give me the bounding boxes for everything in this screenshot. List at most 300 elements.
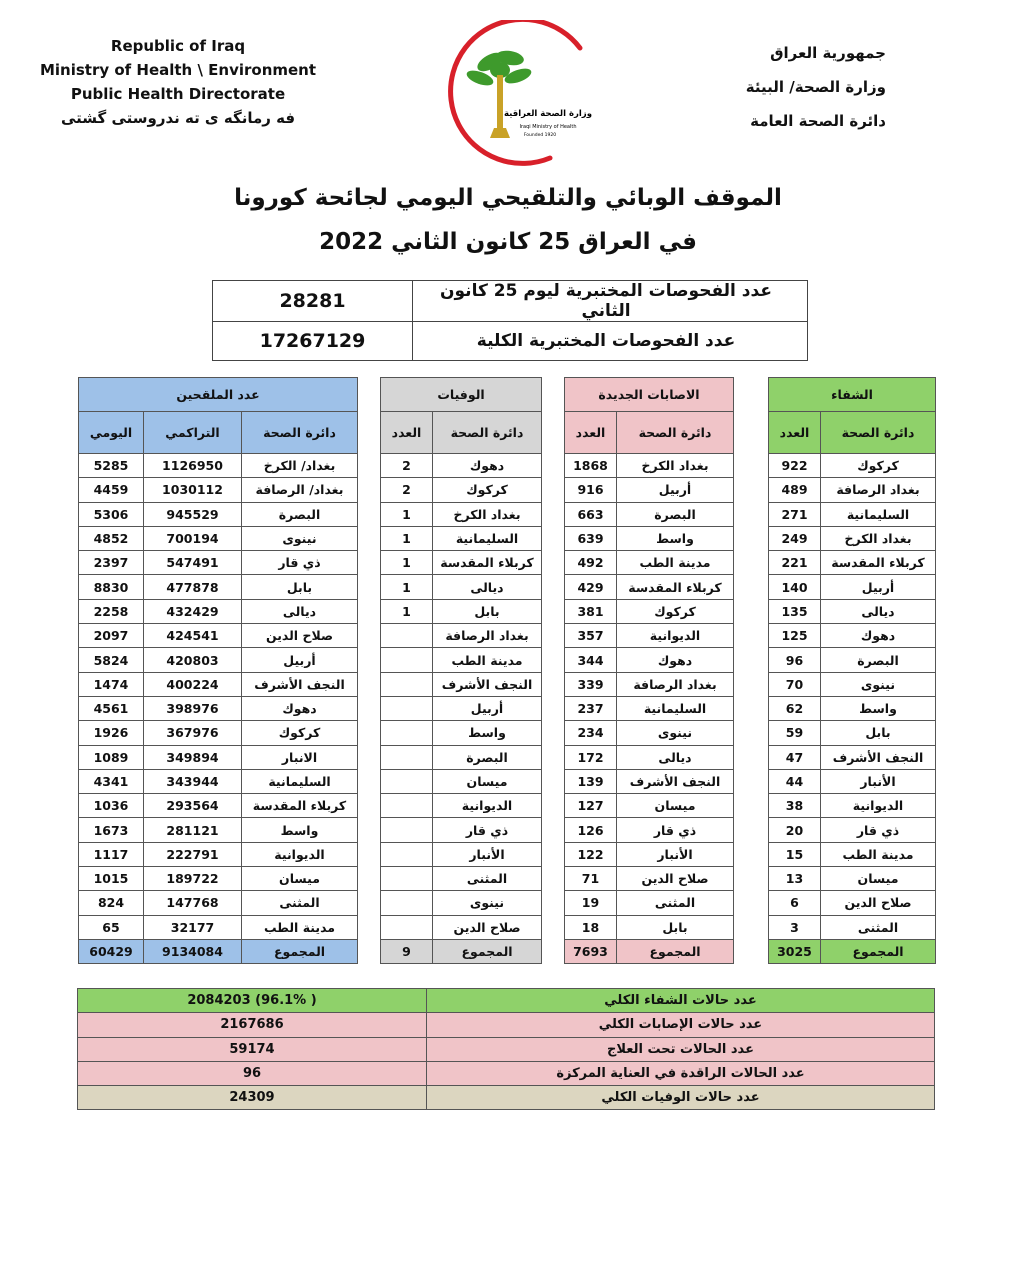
vaccinated-total-row — [79, 939, 358, 963]
deaths-count — [381, 891, 433, 915]
summary-value: 96 — [78, 1061, 427, 1085]
table-row — [769, 575, 936, 599]
table-row — [79, 454, 358, 478]
recovered-count: 38 — [769, 794, 821, 818]
recovered-dept: نينوى — [821, 672, 936, 696]
vaccinated-daily: 65 — [79, 915, 144, 939]
deaths-total-row — [381, 939, 542, 963]
new-cases-count: 492 — [565, 551, 617, 575]
new-cases-header-row — [565, 412, 734, 454]
vaccinated-cumulative: 420803 — [144, 648, 242, 672]
summary-label: عدد الحالات الراقدة في العناية المركزة — [427, 1061, 935, 1085]
summary-value: 24309 — [78, 1086, 427, 1110]
vaccinated-daily: 2397 — [79, 551, 144, 575]
deaths-count: 1 — [381, 502, 433, 526]
summary-row — [78, 989, 935, 1013]
vaccinated-cumulative: 700194 — [144, 526, 242, 550]
recovered-count: 140 — [769, 575, 821, 599]
daily-tests-value: 28281 — [213, 281, 413, 322]
deaths-count: 2 — [381, 454, 433, 478]
summary-row — [78, 1013, 935, 1037]
table-row — [381, 818, 542, 842]
header-ar-line: دائرة الصحة العامة — [750, 112, 886, 130]
table-row — [79, 867, 358, 891]
vaccinated-cumulative: 400224 — [144, 672, 242, 696]
summary-label: عدد الحالات تحت العلاج — [427, 1037, 935, 1061]
header-ar-line: وزارة الصحة/ البيئة — [745, 78, 886, 96]
new-cases-dept: نينوى — [617, 721, 734, 745]
table-row — [79, 575, 358, 599]
new-cases-count: 122 — [565, 842, 617, 866]
summary-row — [78, 1037, 935, 1061]
vaccinated-col-dept: دائرة الصحة — [242, 412, 358, 454]
header-en-line: Ministry of Health \ Environment — [39, 61, 317, 79]
vaccinated-daily: 1036 — [79, 794, 144, 818]
table-row — [79, 551, 358, 575]
table-row — [79, 794, 358, 818]
vaccinated-cumulative: 367976 — [144, 721, 242, 745]
vaccinated-cumulative: 281121 — [144, 818, 242, 842]
vaccinated-daily: 2258 — [79, 599, 144, 623]
table-row — [769, 818, 936, 842]
deaths-count — [381, 842, 433, 866]
new-cases-col-dept: دائرة الصحة — [617, 412, 734, 454]
new-cases-table — [564, 377, 734, 964]
summary-row — [78, 1086, 935, 1110]
vaccinated-dept: المثنى — [242, 891, 358, 915]
vaccinated-daily: 5824 — [79, 648, 144, 672]
table-row — [565, 599, 734, 623]
recovered-dept: واسط — [821, 696, 936, 720]
deaths-dept: مدينة الطب — [433, 648, 542, 672]
recovered-dept: البصرة — [821, 648, 936, 672]
summary-label: عدد حالات الوفيات الكلي — [427, 1086, 935, 1110]
new-cases-dept: صلاح الدين — [617, 867, 734, 891]
new-cases-dept: واسط — [617, 526, 734, 550]
recovered-count: 6 — [769, 891, 821, 915]
new-cases-count: 127 — [565, 794, 617, 818]
vaccinated-daily: 5306 — [79, 502, 144, 526]
vaccinated-dept: نينوى — [242, 526, 358, 550]
recovered-count: 922 — [769, 454, 821, 478]
deaths-dept: كركوك — [433, 478, 542, 502]
recovered-count: 125 — [769, 624, 821, 648]
table-row — [769, 867, 936, 891]
new-cases-dept: بابل — [617, 915, 734, 939]
title-line-1: الموقف الوبائي والتلقيحي اليومي لجائحة كورونا — [234, 185, 782, 211]
deaths-dept: المثنى — [433, 867, 542, 891]
vaccinated-daily: 1474 — [79, 672, 144, 696]
vaccinated-cumulative: 147768 — [144, 891, 242, 915]
vaccinated-daily: 824 — [79, 891, 144, 915]
recovered-dept: كربلاء المقدسة — [821, 551, 936, 575]
deaths-count — [381, 867, 433, 891]
table-row — [565, 672, 734, 696]
table-row — [769, 624, 936, 648]
deaths-dept: ميسان — [433, 769, 542, 793]
table-row — [79, 915, 358, 939]
table-row — [381, 648, 542, 672]
deaths-count: 1 — [381, 575, 433, 599]
recovered-count: 271 — [769, 502, 821, 526]
deaths-dept: ذي قار — [433, 818, 542, 842]
table-row — [565, 696, 734, 720]
table-row — [565, 891, 734, 915]
table-row — [769, 842, 936, 866]
deaths-dept: بغداد الرصافة — [433, 624, 542, 648]
deaths-count: 1 — [381, 551, 433, 575]
summary-value: 2167686 — [78, 1013, 427, 1037]
table-row — [381, 867, 542, 891]
table-row — [381, 599, 542, 623]
vaccinated-daily: 8830 — [79, 575, 144, 599]
vaccinated-dept: ذي قار — [242, 551, 358, 575]
recovered-title-row — [769, 378, 936, 412]
vaccinated-dept: البصرة — [242, 502, 358, 526]
new-cases-count: 339 — [565, 672, 617, 696]
table-row — [381, 769, 542, 793]
new-cases-dept: كركوك — [617, 599, 734, 623]
recovered-count: 70 — [769, 672, 821, 696]
recovered-dept: صلاح الدين — [821, 891, 936, 915]
recovered-count: 15 — [769, 842, 821, 866]
new-cases-total-label: المجموع — [617, 939, 734, 963]
deaths-col-count: العدد — [381, 412, 433, 454]
deaths-dept: صلاح الدين — [433, 915, 542, 939]
vaccinated-dept: واسط — [242, 818, 358, 842]
table-row — [565, 769, 734, 793]
vaccinated-dept: دهوك — [242, 696, 358, 720]
table-row — [565, 478, 734, 502]
table-row — [381, 624, 542, 648]
recovered-dept: السليمانية — [821, 502, 936, 526]
table-row — [381, 915, 542, 939]
vaccinated-daily: 4561 — [79, 696, 144, 720]
new-cases-count: 1868 — [565, 454, 617, 478]
vaccinated-dept: النجف الأشرف — [242, 672, 358, 696]
deaths-table — [380, 377, 542, 964]
deaths-title-row — [381, 378, 542, 412]
logo-subtext: Iraqi Ministry of Health — [519, 124, 577, 130]
recovered-dept: ذي قار — [821, 818, 936, 842]
deaths-dept: دهوك — [433, 454, 542, 478]
new-cases-count: 429 — [565, 575, 617, 599]
table-row — [79, 478, 358, 502]
recovered-dept: المثنى — [821, 915, 936, 939]
recovered-dept: بغداد الكرخ — [821, 526, 936, 550]
table-row — [565, 551, 734, 575]
table-row — [769, 526, 936, 550]
deaths-count — [381, 745, 433, 769]
vaccinated-col-daily: اليومي — [79, 412, 144, 454]
table-row — [381, 526, 542, 550]
new-cases-count: 18 — [565, 915, 617, 939]
header-en-line: Republic of Iraq — [110, 37, 246, 55]
recovered-count: 249 — [769, 526, 821, 550]
recovered-count: 13 — [769, 867, 821, 891]
table-row — [381, 478, 542, 502]
vaccinated-daily: 1926 — [79, 721, 144, 745]
table-row — [381, 891, 542, 915]
recovered-dept: النجف الأشرف — [821, 745, 936, 769]
new-cases-count: 234 — [565, 721, 617, 745]
table-row — [381, 842, 542, 866]
new-cases-count: 381 — [565, 599, 617, 623]
lab-tests-table — [212, 280, 808, 361]
deaths-total-value: 9 — [381, 939, 433, 963]
deaths-dept: الديوانية — [433, 794, 542, 818]
table-row — [79, 818, 358, 842]
deaths-dept: ديالى — [433, 575, 542, 599]
new-cases-dept: مدينة الطب — [617, 551, 734, 575]
deaths-total-label: المجموع — [433, 939, 542, 963]
vaccinated-cumulative: 945529 — [144, 502, 242, 526]
deaths-dept: البصرة — [433, 745, 542, 769]
recovered-total-value: 3025 — [769, 939, 821, 963]
recovered-dept: دهوك — [821, 624, 936, 648]
new-cases-dept: السليمانية — [617, 696, 734, 720]
new-cases-count: 357 — [565, 624, 617, 648]
recovered-dept: الأنبار — [821, 769, 936, 793]
recovered-table — [768, 377, 936, 964]
table-row — [79, 599, 358, 623]
recovered-count: 62 — [769, 696, 821, 720]
table-row — [769, 769, 936, 793]
new-cases-dept: ذي قار — [617, 818, 734, 842]
table-row — [565, 526, 734, 550]
table-row — [381, 794, 542, 818]
new-cases-total-row — [565, 939, 734, 963]
deaths-dept: النجف الأشرف — [433, 672, 542, 696]
vaccinated-cumulative: 424541 — [144, 624, 242, 648]
recovered-dept: أربيل — [821, 575, 936, 599]
recovered-count: 135 — [769, 599, 821, 623]
vaccinated-cumulative: 293564 — [144, 794, 242, 818]
new-cases-title: الاصابات الجديدة — [565, 378, 734, 412]
table-row — [79, 745, 358, 769]
recovered-dept: ميسان — [821, 867, 936, 891]
vaccinated-dept: صلاح الدين — [242, 624, 358, 648]
deaths-count — [381, 672, 433, 696]
daily-tests-label: عدد الفحوصات المختبرية ليوم 25 كانون الثاني — [413, 281, 808, 322]
vaccinated-daily: 5285 — [79, 454, 144, 478]
table-row — [565, 624, 734, 648]
table-row — [79, 502, 358, 526]
vaccinated-dept: الانبار — [242, 745, 358, 769]
deaths-count — [381, 915, 433, 939]
vaccinated-dept: كربلاء المقدسة — [242, 794, 358, 818]
recovered-header-row — [769, 412, 936, 454]
deaths-count — [381, 624, 433, 648]
header-ar-line: جمهورية العراق — [770, 44, 886, 62]
new-cases-dept: النجف الأشرف — [617, 769, 734, 793]
vaccinated-cumulative: 349894 — [144, 745, 242, 769]
table-row — [381, 672, 542, 696]
table-row — [769, 721, 936, 745]
vaccinated-table — [78, 377, 358, 964]
deaths-count: 1 — [381, 599, 433, 623]
summary-label: عدد حالات الإصابات الكلي — [427, 1013, 935, 1037]
vaccinated-title-row — [79, 378, 358, 412]
deaths-count — [381, 818, 433, 842]
new-cases-count: 19 — [565, 891, 617, 915]
total-tests-label: عدد الفحوصات المختبرية الكلية — [413, 322, 808, 361]
new-cases-dept: دهوك — [617, 648, 734, 672]
table-row — [769, 891, 936, 915]
new-cases-count: 663 — [565, 502, 617, 526]
deaths-dept: أربيل — [433, 696, 542, 720]
recovered-count: 3 — [769, 915, 821, 939]
table-row — [79, 526, 358, 550]
table-row — [565, 915, 734, 939]
new-cases-count: 639 — [565, 526, 617, 550]
table-row — [769, 915, 936, 939]
vaccinated-cumulative: 398976 — [144, 696, 242, 720]
recovered-col-dept: دائرة الصحة — [821, 412, 936, 454]
table-row — [79, 891, 358, 915]
table-row — [565, 575, 734, 599]
recovered-count: 59 — [769, 721, 821, 745]
recovered-count: 20 — [769, 818, 821, 842]
vaccinated-dept: بغداد/ الرصافة — [242, 478, 358, 502]
recovered-col-count: العدد — [769, 412, 821, 454]
table-row — [79, 721, 358, 745]
deaths-dept: واسط — [433, 721, 542, 745]
summary-value: ( 96.1%) 2084203 — [78, 989, 427, 1013]
new-cases-dept: ميسان — [617, 794, 734, 818]
recovered-title: الشفاء — [769, 378, 936, 412]
vaccinated-cumulative: 32177 — [144, 915, 242, 939]
table-row — [381, 696, 542, 720]
table-row — [565, 454, 734, 478]
new-cases-count: 126 — [565, 818, 617, 842]
recovered-count: 47 — [769, 745, 821, 769]
header-english — [38, 34, 318, 130]
vaccinated-title: عدد الملقحين — [79, 378, 358, 412]
deaths-dept: بغداد الكرخ — [433, 502, 542, 526]
table-row — [565, 502, 734, 526]
table-row — [565, 745, 734, 769]
recovered-total-label: المجموع — [821, 939, 936, 963]
recovered-count: 44 — [769, 769, 821, 793]
recovered-count: 96 — [769, 648, 821, 672]
table-row — [79, 769, 358, 793]
table-row — [381, 745, 542, 769]
table-row — [769, 648, 936, 672]
recovered-dept: بابل — [821, 721, 936, 745]
table-row — [565, 648, 734, 672]
vaccinated-daily: 1117 — [79, 842, 144, 866]
vaccinated-dept: ميسان — [242, 867, 358, 891]
new-cases-count: 344 — [565, 648, 617, 672]
vaccinated-dept: السليمانية — [242, 769, 358, 793]
logo-text: وزارة الصحة العراقية — [504, 109, 592, 119]
vaccinated-total-daily: 60429 — [79, 939, 144, 963]
deaths-dept: السليمانية — [433, 526, 542, 550]
new-cases-count: 237 — [565, 696, 617, 720]
table-row — [769, 599, 936, 623]
summary-label: عدد حالات الشفاء الكلي — [427, 989, 935, 1013]
deaths-count — [381, 794, 433, 818]
vaccinated-daily: 4459 — [79, 478, 144, 502]
page-title — [0, 176, 1016, 264]
recovered-total-row — [769, 939, 936, 963]
vaccinated-total-cumulative: 9134084 — [144, 939, 242, 963]
deaths-count: 1 — [381, 526, 433, 550]
recovered-dept: الديوانية — [821, 794, 936, 818]
deaths-title: الوفيات — [381, 378, 542, 412]
table-row — [769, 745, 936, 769]
vaccinated-dept: مدينة الطب — [242, 915, 358, 939]
table-row — [769, 672, 936, 696]
deaths-count — [381, 648, 433, 672]
new-cases-count: 71 — [565, 867, 617, 891]
table-row — [381, 454, 542, 478]
deaths-dept: نينوى — [433, 891, 542, 915]
deaths-header-row — [381, 412, 542, 454]
header-arabic — [746, 36, 886, 138]
vaccinated-daily: 4852 — [79, 526, 144, 550]
recovered-dept: مدينة الطب — [821, 842, 936, 866]
recovered-count: 221 — [769, 551, 821, 575]
table-row — [769, 794, 936, 818]
summary-table — [77, 988, 935, 1110]
table-row — [769, 696, 936, 720]
deaths-count — [381, 769, 433, 793]
vaccinated-cumulative: 477878 — [144, 575, 242, 599]
vaccinated-dept: بابل — [242, 575, 358, 599]
table-row — [79, 648, 358, 672]
new-cases-dept: بغداد الكرخ — [617, 454, 734, 478]
deaths-dept: كربلاء المقدسة — [433, 551, 542, 575]
table-row — [565, 842, 734, 866]
new-cases-dept: بغداد الرصافة — [617, 672, 734, 696]
vaccinated-dept: بغداد/ الكرخ — [242, 454, 358, 478]
vaccinated-cumulative: 343944 — [144, 769, 242, 793]
table-row — [565, 794, 734, 818]
new-cases-count: 916 — [565, 478, 617, 502]
new-cases-dept: كربلاء المقدسة — [617, 575, 734, 599]
new-cases-dept: الأنبار — [617, 842, 734, 866]
vaccinated-dept: كركوك — [242, 721, 358, 745]
new-cases-count: 139 — [565, 769, 617, 793]
new-cases-dept: أربيل — [617, 478, 734, 502]
vaccinated-cumulative: 222791 — [144, 842, 242, 866]
deaths-count — [381, 696, 433, 720]
table-row — [769, 454, 936, 478]
summary-row — [78, 1061, 935, 1085]
new-cases-count: 172 — [565, 745, 617, 769]
table-row — [79, 842, 358, 866]
table-row — [381, 721, 542, 745]
title-line-2: في العراق 25 كانون الثاني 2022 — [319, 229, 697, 255]
table-row — [381, 502, 542, 526]
header-kurdish-line: فه رمانگه ی ته ندروستی گشتی — [60, 109, 296, 127]
summary-value: 59174 — [78, 1037, 427, 1061]
recovered-dept: كركوك — [821, 454, 936, 478]
recovered-dept: بغداد الرصافة — [821, 478, 936, 502]
table-row — [565, 721, 734, 745]
vaccinated-daily: 1089 — [79, 745, 144, 769]
deaths-dept: الأنبار — [433, 842, 542, 866]
vaccinated-dept: الديوانية — [242, 842, 358, 866]
vaccinated-cumulative: 189722 — [144, 867, 242, 891]
vaccinated-header-row — [79, 412, 358, 454]
table-row — [79, 696, 358, 720]
vaccinated-daily: 2097 — [79, 624, 144, 648]
recovered-dept: ديالى — [821, 599, 936, 623]
vaccinated-dept: ديالى — [242, 599, 358, 623]
